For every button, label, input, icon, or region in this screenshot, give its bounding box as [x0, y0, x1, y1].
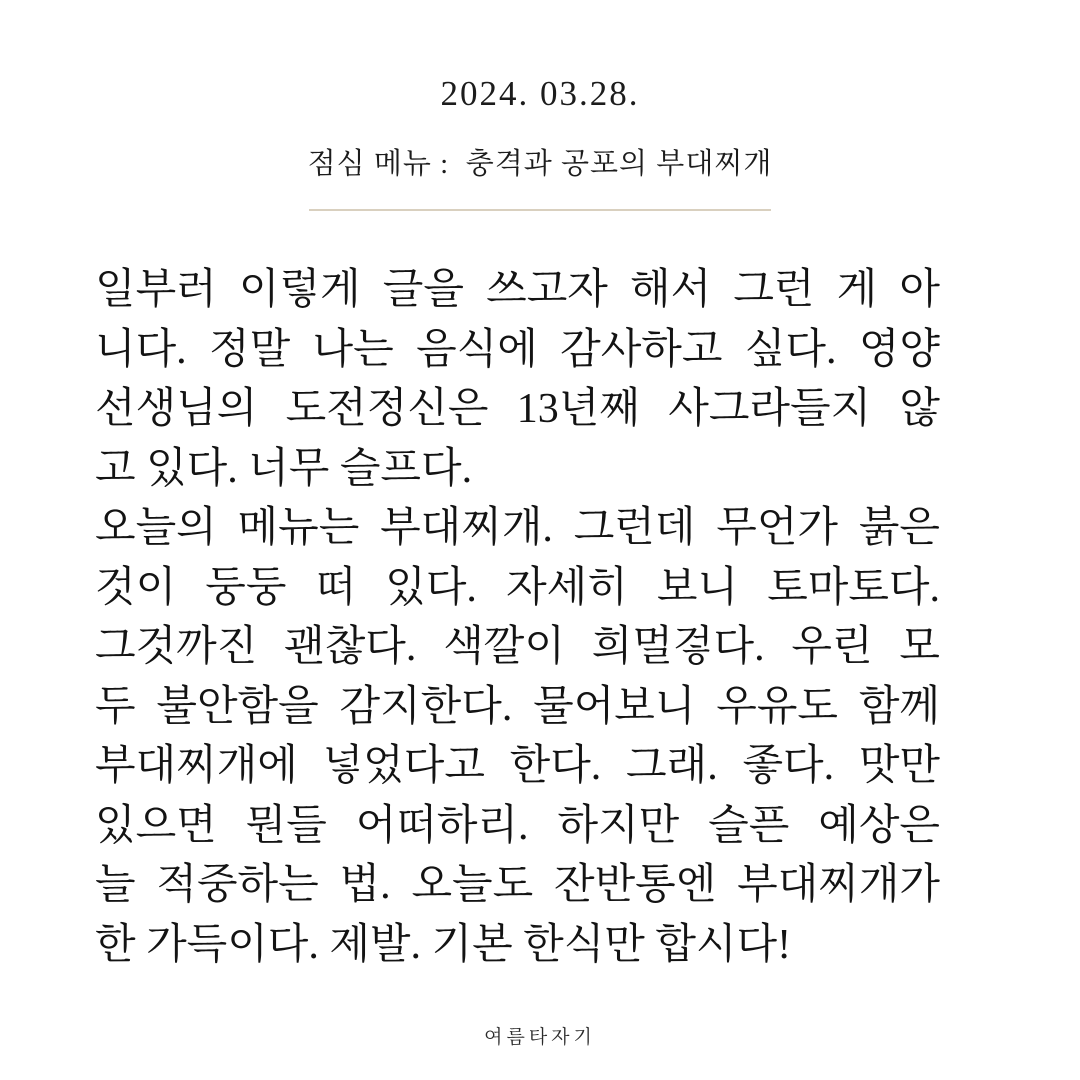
header-divider [309, 209, 771, 211]
body-line: 한 가득이다. 제발. 기본 한식만 합시다! [95, 921, 792, 968]
body-line: 그것까진 괜찮다. 색깔이 희멀겋다. 우린 모 [95, 624, 940, 670]
body-line: 선생님의 도전정신은 13년째 사그라들지 않 [95, 386, 940, 432]
body-line: 부대찌개에 넣었다고 한다. 그래. 좋다. 맛만 [95, 743, 940, 789]
author-signature: 여름타자기 [484, 1027, 596, 1048]
post-body [95, 261, 940, 975]
body-line: 늘 적중하는 법. 오늘도 잔반통엔 부대찌개가 [95, 862, 940, 908]
body-line: 두 불안함을 감지한다. 물어보니 우유도 함께 [95, 683, 940, 730]
body-line: 고 있다. 너무 슬프다. [95, 445, 473, 492]
body-line: 일부러 이렇게 글을 쓰고자 해서 그런 게 아 [95, 267, 940, 313]
body-line: 오늘의 메뉴는 부대찌개. 그런데 무언가 붉은 [95, 505, 940, 551]
post-date: 2024. 03.28. [440, 74, 640, 113]
body-line: 것이 둥둥 떠 있다. 자세히 보니 토마토다. [95, 564, 940, 611]
body-line: 니다. 정말 나는 음식에 감사하고 싶다. 영양 [95, 326, 940, 373]
post-title: 점심 메뉴 : 충격과 공포의 부대찌개 [307, 148, 773, 180]
body-line: 있으면 뭔들 어떠하리. 하지만 슬픈 예상은 [95, 802, 940, 849]
